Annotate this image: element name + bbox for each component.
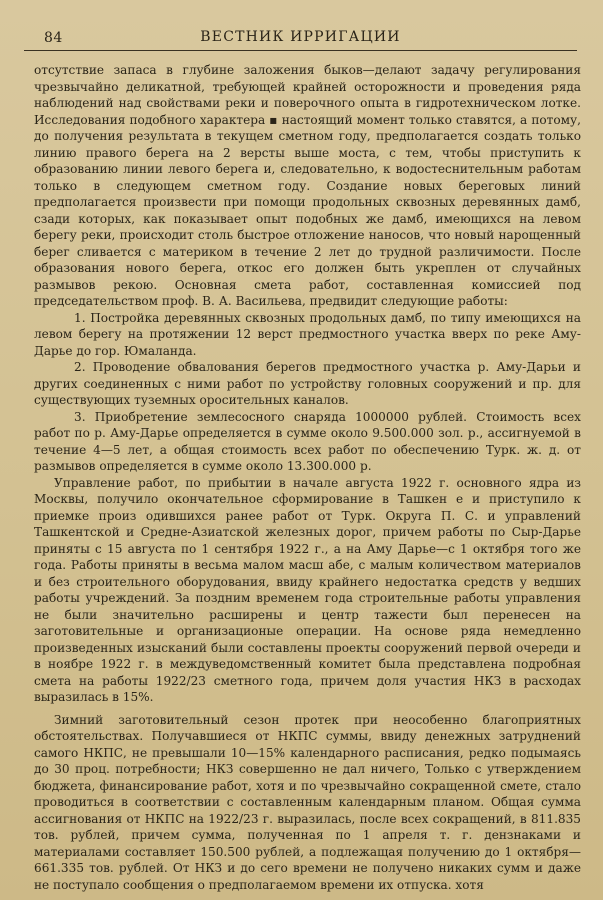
list-item-3: 3. Приобретение землесосного снаряда 1000000 рублей. Стоимость всех работ по р. Аму-Дарье определяется в сумме около 9.500.000 зол. р., ассигнуемой в течение 4—5 лет, а общая стоимость всех работ по обеспечению Турк. ж. д. от размывов определяется в сумме около 13.300.000 р. [34, 409, 581, 473]
page-header [24, 28, 577, 51]
list-item-1: 1. Постройка деревянных сквозных продольных дамб, по типу имеющихся на левом берегу на протяжении 12 верст предмостного участка вверх по реке Аму-Дарье до гор. Юмаланда. [34, 310, 581, 358]
paragraph-management: Управление работ, по прибытии в начале августа 1922 г. основного ядра из Москвы, получило окончательное сформирование в Ташкен е и приступило к приемке произ одившихся ранее работ от Турк. Округа П. С. и управлений Ташкентской и Средне-Азиатской железных дорог, причем работы по Сыр-Дарье приняты с 15 августа по 1 сентября 1922 г., а на Аму Дарье—с 1 октября того же года. Работы приняты в весьма малом масш абе, с малым количеством материалов и без строительного оборудования, ввиду крайнего недостатка средств у ведших работы учреждений. За поздним временем года строительные работы управления не были значительно расширены и центр тажести был перенесен на заготовительные и организационые операции. На основе ряда немедленно произведенных изысканий были составлены проекты сооружений первой очереди и в ноябре 1922 г. в междуведомственный комитет была представлена подробная смета на работы 1922/23 сметного года, причем доля участия НКЗ в расходах выразилась в 15%. [34, 475, 581, 704]
article-body [34, 62, 581, 893]
list-item-2: 2. Проводение обвалования берегов предмостного участка р. Аму-Дарьи и других соединенных с ними работ по устройству головных сооружений и пр. для существующих туземных оросительных каналов. [34, 360, 581, 407]
page-number: 84 [44, 30, 63, 46]
paragraph-winter-season: Зимний заготовительный сезон протек при неособенно благоприятных обстоятельствах. Получавшиеся от НКПС суммы, ввиду денежных затруднений самого НКПС, не превышали 10—15% календарного расписания, редко подымаясь до 30 проц. потребности; НКЗ совершенно не дал ничего, Только с утверждением бюджета, финансирование работ, хотя и по чрезвычайно сокращенной смете, стало проводиться в соответствии с составленным календарным планом. Общая сумма ассигнования от НКПС на 1922/23 г. выразилась, после всех сокращений, в 811.835 тов. рублей, причем сумма, полученная по 1 апреля т. г. дензнаками и материалами составляет 150.500 рублей, а подлежащая получению до 1 октября—661.335 тов. рублей. От НКЗ и до сего времени не получено никаких сумм и даже не поступало сообщения о предполагаемом времени их отпуска. хотя [34, 712, 581, 892]
journal-title: ВЕСТНИК ИРРИГАЦИИ [200, 29, 401, 45]
paragraph-continuation: отсутствие запаса в глубине заложения быков—делают задачу регулирования чрезвычайно деликатной, требующей крайней осторожности и проведения ряда наблюдений над свойствами реки и поверочного опыта в гидротехническом лотке. Исследования подобного характера ▪ настоящий момент только ставятся, а потому, до получения результата в текущем сметном году, предполагается создать только линию правого берега на 2 версты выше моста, с тем, чтобы приступить к образованию линии левого берега и, следовательно, к водостеснительным работам только в следующем сметном году. Создание новых береговых линий предполагается произвести при помощи продольных сквозных деревянных дамб, сзади которых, как показывает опыт подобных же дамб, имеющихся на левом берегу реки, происходит столь быстрое отложение наносов, что новый нарощенный берег сливается с материком в течение 2 лет до трудной различимости. После образования нового берега, откос его должен быть укреплен от случайных размывов рекою. Основная смета работ, составленная комиссией под председательством проф. В. А. Васильева, предвидит следующие работы: [34, 63, 581, 308]
